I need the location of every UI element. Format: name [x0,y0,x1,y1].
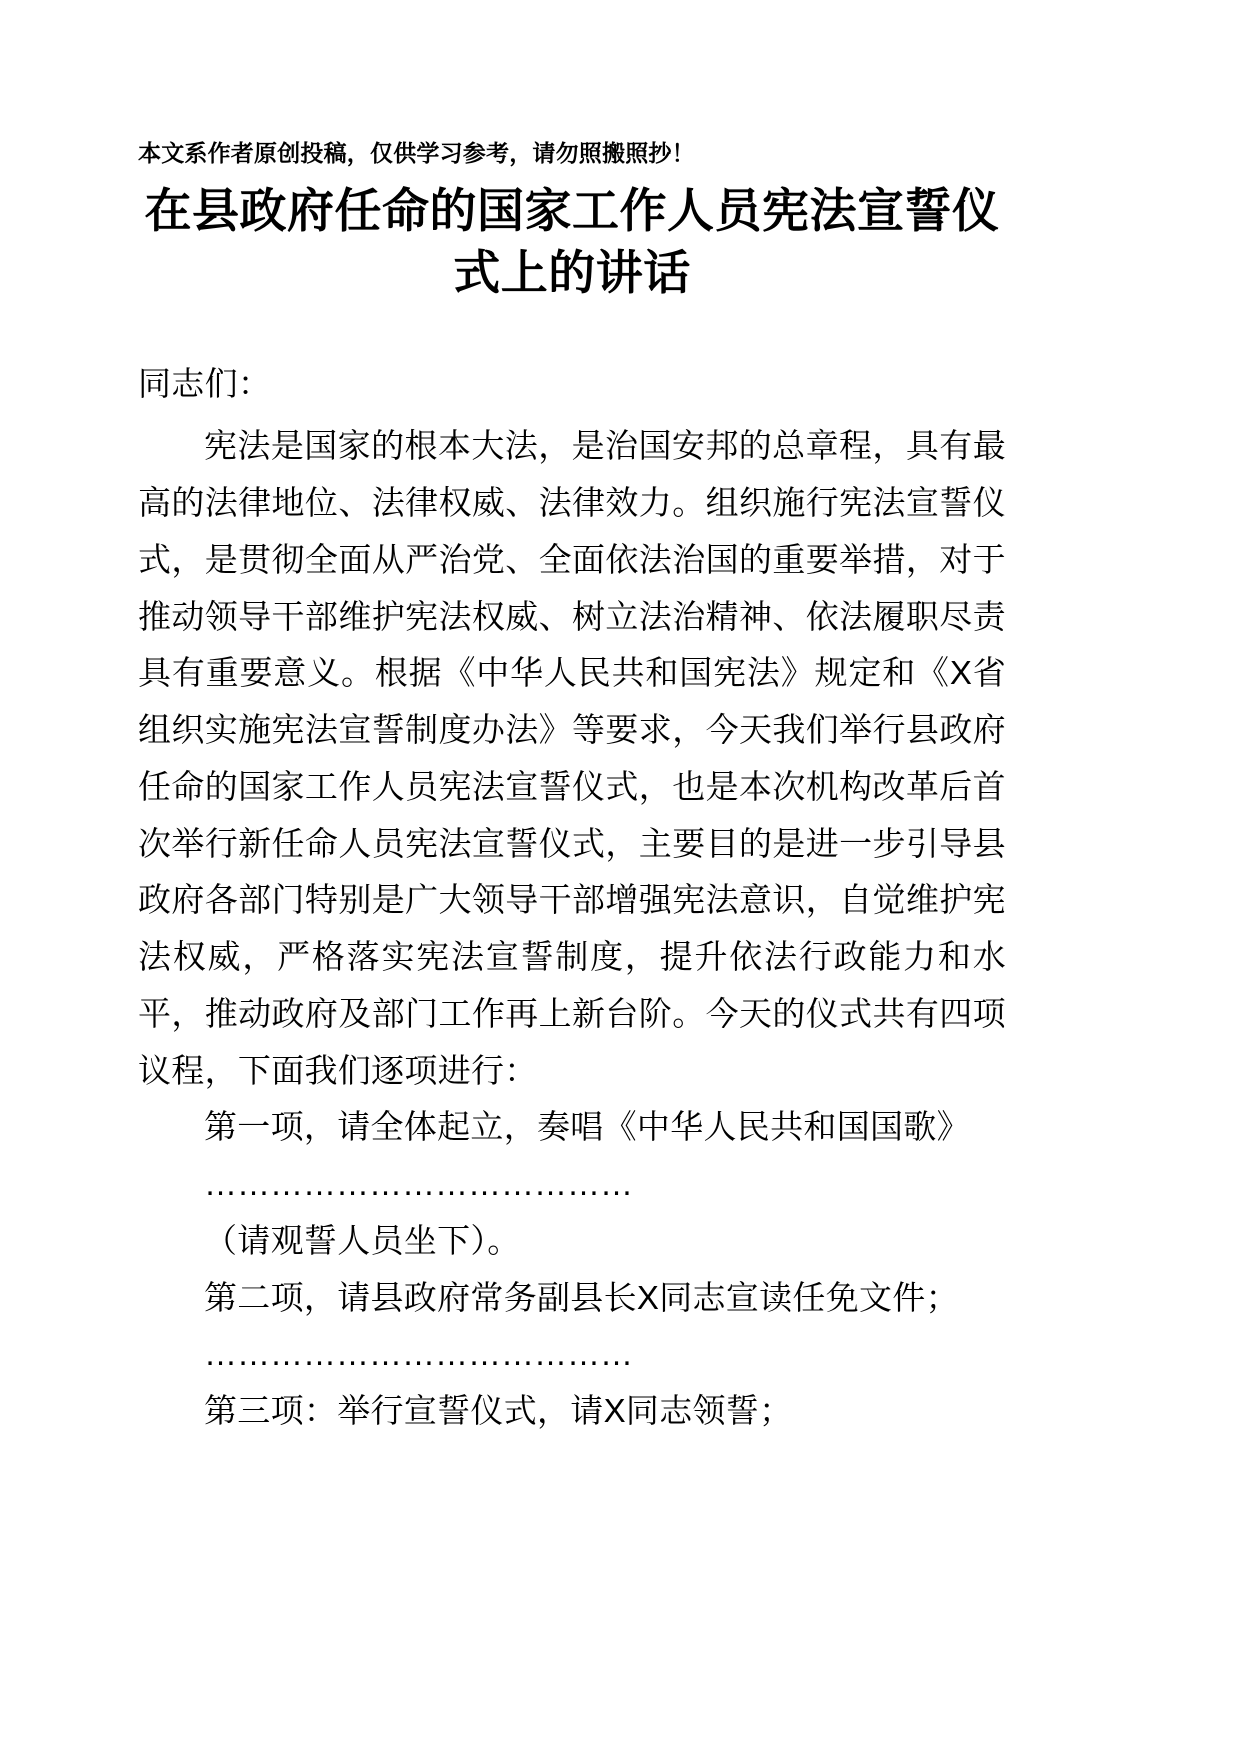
dotted-separator-two: ………………………………… [204,1335,633,1373]
agenda-item-three: 第三项：举行宣誓仪式，请X同志领誓； [204,1392,793,1430]
document-content [138,0,1006,1440]
title-spacer [138,304,1006,356]
seat-instruction-note: （请观誓人员坐下）。 [204,1221,521,1259]
salutation: 同志们： [138,364,272,402]
body-paragraph: 宪法是国家的根本大法，是治国安邦的总章程，具有最高的法律地位、法律权威、法律效力。组织施行宪法宣誓仪式，是贯彻全面从严治党、全面依法治国的重要举措，对于推动领导干部维护宪法权威、树立法治精神、依法履职尽责具有重要意义。根据《中华人民共和国宪法》规定和《X省组织实施宪法宣誓制度办法》等要求，今天我们举行县政府任命的国家工作人员宪法宣誓仪式，也是本次机构改革后首次举行新任命人员宪法宣誓仪式，主要目的是进一步引导县政府各部门特别是广大领导干部增强宪法意识，自觉维护宪法权威，严格落实宪法宣誓制度，提升依法行政能力和水平，推动政府及部门工作再上新台阶。今天的仪式共有四项议程，下面我们逐项进行： [138,427,1006,1089]
agenda-item-one: 第一项，请全体起立，奏唱《中华人民共和国国歌》 [204,1108,970,1146]
page-title: 在县政府任命的国家工作人员宪法宣誓仪式上的讲话 [144,183,1000,299]
disclaimer-note: 本文系作者原创投稿，仅供学习参考，请勿照搬照抄！ [138,140,695,166]
agenda-item-two: 第二项，请县政府常务副县长X同志宣读任免文件； [204,1278,959,1316]
dotted-separator-one: ………………………………… [204,1165,633,1203]
